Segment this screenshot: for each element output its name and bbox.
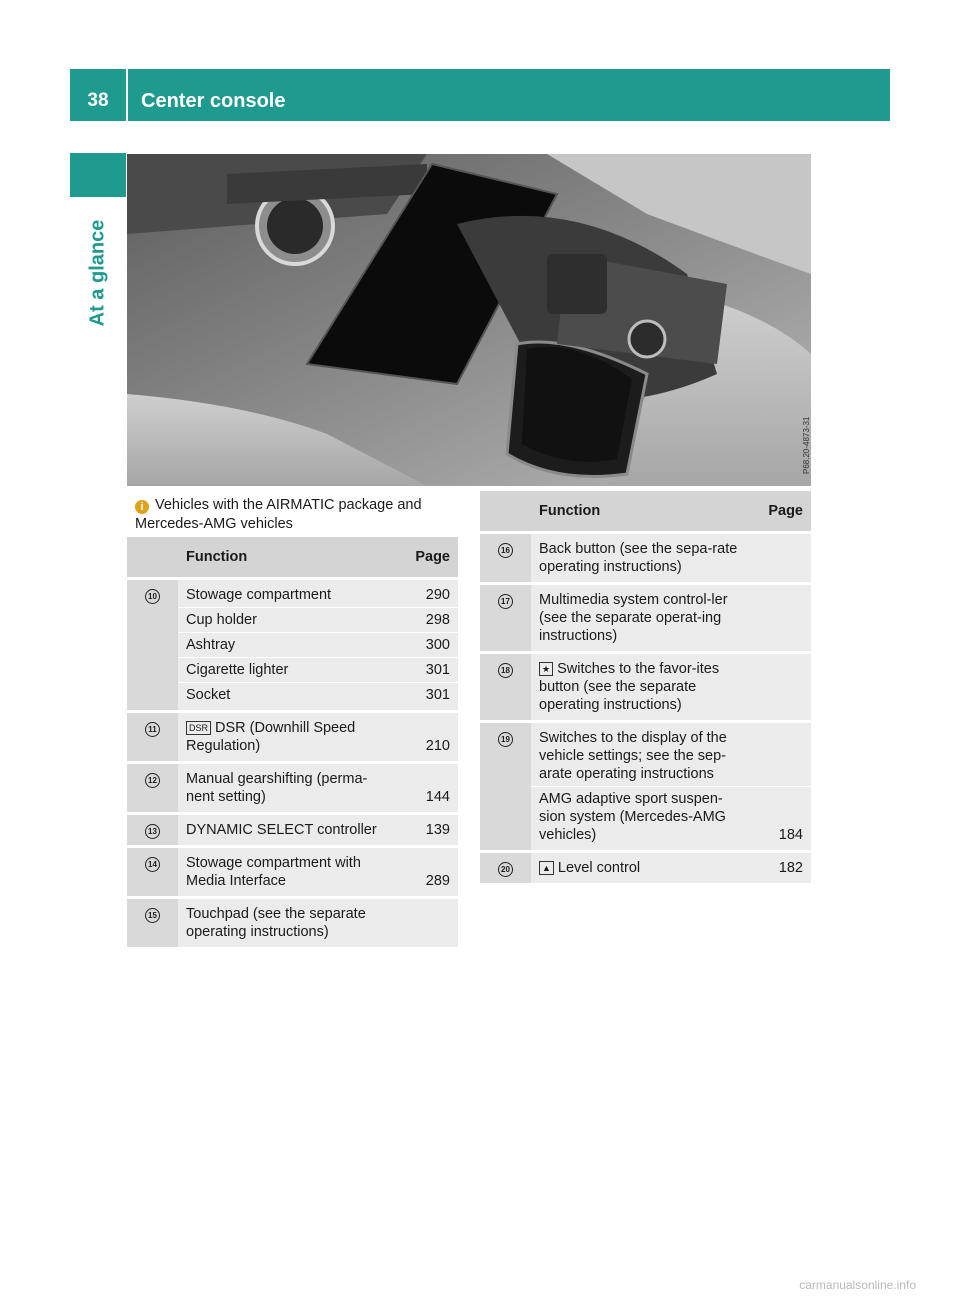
right-header-page: Page	[745, 491, 811, 533]
function-text: Back button (see the sepa-rate operating instructions)	[539, 541, 738, 575]
table-row	[127, 847, 458, 898]
function-table-left	[127, 537, 458, 947]
callout-number-icon: 14	[145, 857, 160, 872]
page-number: 38	[87, 90, 109, 111]
function-cell	[531, 584, 745, 653]
info-icon: i	[135, 500, 149, 514]
left-header-num	[127, 537, 178, 579]
callout-number-icon: 17	[498, 594, 513, 609]
callout-number-icon: 19	[498, 732, 513, 747]
left-header-row	[127, 537, 458, 579]
table-row	[127, 763, 458, 814]
page-cell: 184	[745, 787, 811, 852]
callout-cell	[480, 722, 531, 852]
side-label: At a glance	[86, 219, 109, 327]
function-symbol-icon: DSR	[186, 721, 211, 735]
section-title: Center console	[141, 90, 286, 112]
center-console-photo	[127, 154, 811, 486]
page-cell	[745, 584, 811, 653]
function-text: Ashtray	[186, 637, 236, 653]
callout-cell	[480, 653, 531, 722]
function-cell	[178, 658, 394, 683]
right-header-row	[480, 491, 811, 533]
page-cell	[745, 653, 811, 722]
side-tab	[70, 153, 126, 197]
page-cell: 289	[394, 847, 458, 898]
page-cell: 144	[394, 763, 458, 814]
function-cell	[178, 814, 394, 847]
page-cell: 210	[394, 712, 458, 763]
table-row	[127, 579, 458, 608]
function-text: Stowage compartment	[186, 587, 332, 603]
left-header-function: Function	[178, 537, 394, 579]
callout-number-icon: 20	[498, 862, 513, 877]
callout-number-icon: 18	[498, 663, 513, 678]
callout-cell	[480, 584, 531, 653]
page-cell: 139	[394, 814, 458, 847]
callout-number-icon: 13	[145, 824, 160, 839]
callout-cell	[127, 847, 178, 898]
callout-cell	[127, 814, 178, 847]
callout-number-icon: 10	[145, 589, 160, 604]
page-cell: 301	[394, 658, 458, 683]
callout-cell	[480, 533, 531, 584]
table-row	[127, 898, 458, 948]
table-row	[480, 584, 811, 653]
function-cell	[531, 852, 745, 884]
function-cell	[178, 763, 394, 814]
table-row	[127, 814, 458, 847]
callout-number-icon: 15	[145, 908, 160, 923]
page-cell: 182	[745, 852, 811, 884]
function-cell	[531, 533, 745, 584]
function-text: Level control	[557, 860, 641, 876]
function-cell	[178, 847, 394, 898]
function-text: Stowage compartment with Media Interface	[186, 855, 361, 889]
callout-number-icon: 12	[145, 773, 160, 788]
right-header-num	[480, 491, 531, 533]
left-header-page: Page	[394, 537, 458, 579]
function-cell	[531, 787, 745, 852]
callout-number-icon: 11	[145, 722, 160, 737]
footer-site: carmanualsonline.info	[799, 1278, 916, 1292]
function-cell	[178, 712, 394, 763]
table-row	[480, 533, 811, 584]
table-row	[127, 712, 458, 763]
function-text: Multimedia system control-ler (see the separate operat-ing instructions)	[539, 592, 728, 644]
page-header	[70, 69, 890, 121]
function-cell	[178, 608, 394, 633]
page-cell: 298	[394, 608, 458, 633]
table-row	[480, 722, 811, 787]
page-cell	[745, 533, 811, 584]
function-text: Switches to the display of the vehicle settings; see the sep-arate operating instructions	[539, 730, 727, 782]
function-table-right	[480, 491, 811, 883]
callout-cell	[127, 712, 178, 763]
page-cell: 290	[394, 579, 458, 608]
function-symbol-icon: ★	[539, 662, 553, 676]
callout-number-icon: 16	[498, 543, 513, 558]
function-cell	[531, 653, 745, 722]
info-note	[135, 496, 460, 534]
page-cell: 301	[394, 683, 458, 712]
function-cell	[531, 722, 745, 787]
info-text: Vehicles with the AIRMATIC package and Mercedes-AMG vehicles	[135, 497, 422, 532]
function-cell	[178, 683, 394, 712]
function-text: Switches to the favor-ites button (see the separate operating instructions)	[539, 661, 720, 713]
function-text: Cup holder	[186, 612, 257, 628]
right-header-function: Function	[531, 491, 745, 533]
page-cell: 300	[394, 633, 458, 658]
function-text: Touchpad (see the separate operating instructions)	[186, 906, 366, 940]
table-row	[480, 852, 811, 884]
function-cell	[178, 579, 394, 608]
function-symbol-icon: ▲	[539, 861, 554, 875]
svg-text:P68.20-4873-31: P68.20-4873-31	[802, 416, 811, 474]
callout-cell	[127, 579, 178, 712]
callout-cell	[127, 898, 178, 948]
function-text: Manual gearshifting (perma-nent setting)	[186, 771, 368, 805]
page-cell	[745, 722, 811, 787]
function-text: DYNAMIC SELECT controller	[186, 822, 377, 838]
function-cell	[178, 633, 394, 658]
page-cell	[394, 898, 458, 948]
function-text: Socket	[186, 687, 231, 703]
function-text: AMG adaptive sport suspen-sion system (Mercedes-AMG vehicles)	[539, 791, 726, 843]
table-row	[480, 653, 811, 722]
callout-cell	[480, 852, 531, 884]
function-text: Cigarette lighter	[186, 662, 289, 678]
header-divider	[126, 69, 128, 121]
function-cell	[178, 898, 394, 948]
function-text: DSR (Downhill Speed Regulation)	[186, 720, 356, 754]
callout-cell	[127, 763, 178, 814]
